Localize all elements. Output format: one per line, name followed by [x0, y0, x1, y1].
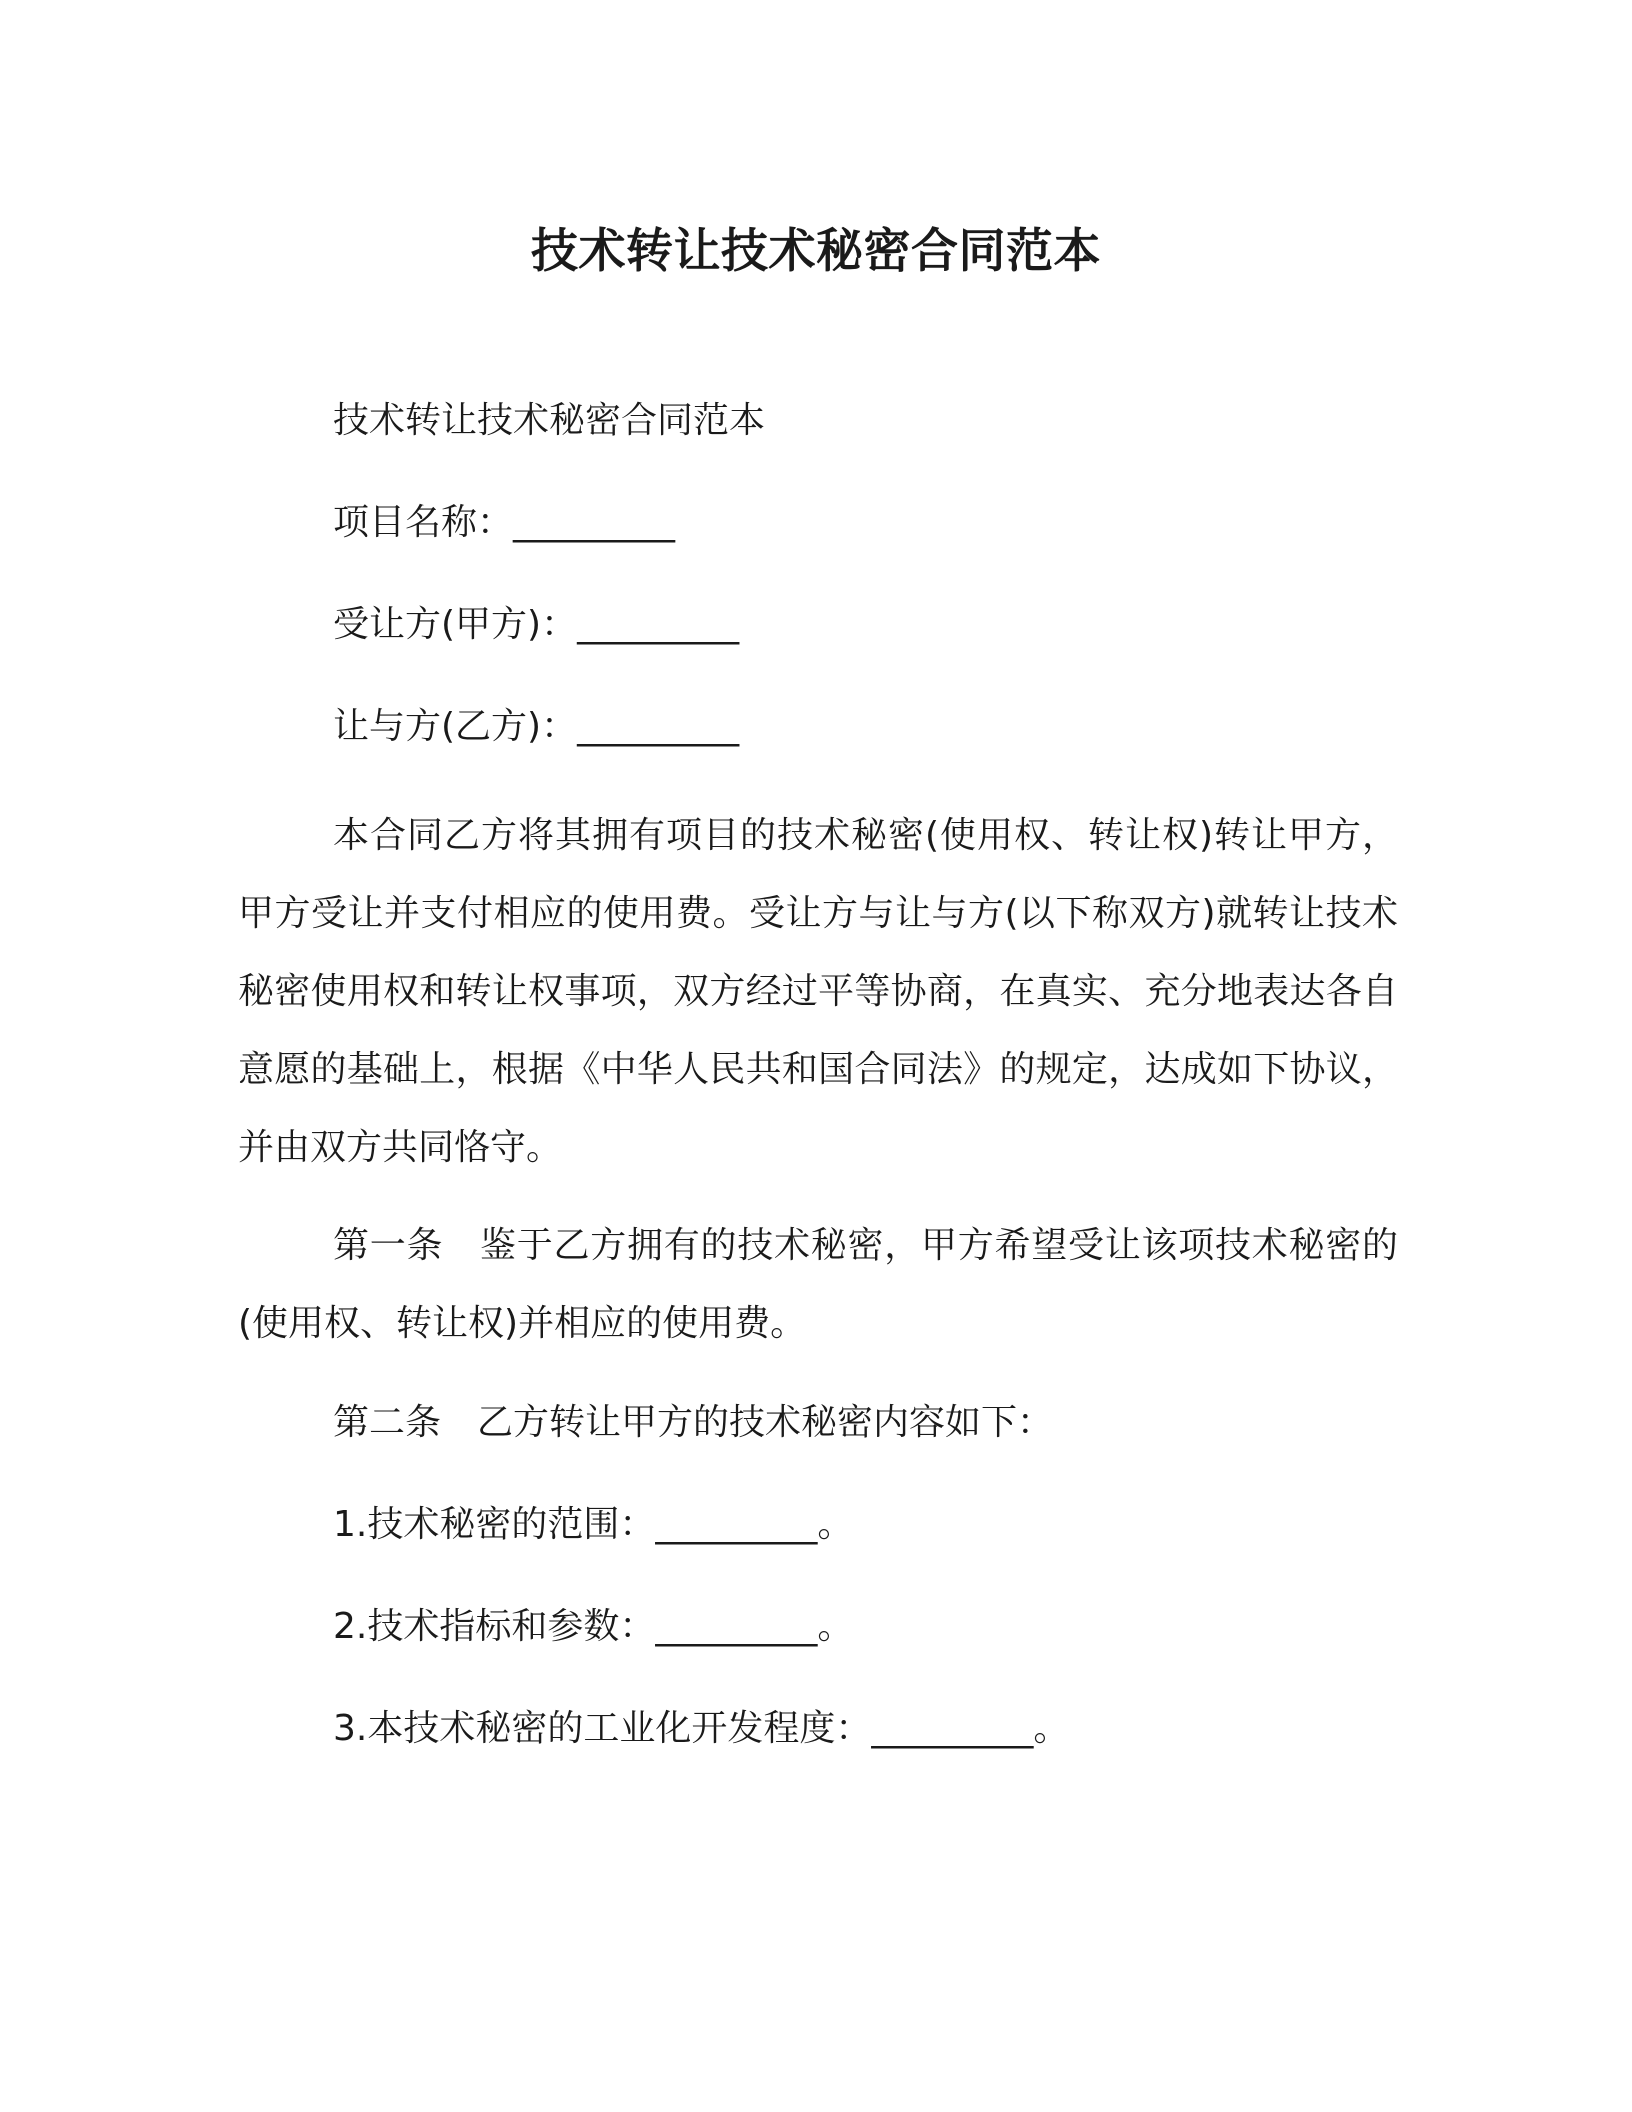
- project-name-field: 项目名称：_________: [333, 502, 676, 543]
- document-title: 技术转让技术秘密合同范本: [531, 224, 1101, 279]
- transferor-field: 让与方(乙方)：_________: [333, 706, 740, 747]
- transferee-field: 受让方(甲方)：_________: [333, 604, 740, 645]
- item-2: 2.技术指标和参数：_________。: [333, 1606, 854, 1647]
- item-3: 3.本技术秘密的工业化开发程度：_________。: [333, 1708, 1070, 1749]
- article-2-paragraph: 第二条 乙方转让甲方的技术秘密内容如下：: [333, 1402, 1054, 1443]
- preamble-paragraph: 本合同乙方将其拥有项目的技术秘密(使用权、转让权)转让甲方，甲方受让并支付相应的使用费。受让方与让与方(以下称双方)就转让技术秘密使用权和转让权事项，双方经过平等协商，在真实、充分地表达各自意愿的基础上，根据《中华人民共和国合同法》的规定，达成如下协议，并由双方共同恪守。: [238, 815, 1398, 1168]
- item-1: 1.技术秘密的范围：_________。: [333, 1504, 854, 1545]
- document-subtitle: 技术转让技术秘密合同范本: [333, 400, 766, 441]
- article-1-paragraph: 第一条 鉴于乙方拥有的技术秘密，甲方希望受让该项技术秘密的(使用权、转让权)并相应的使用费。: [238, 1225, 1398, 1344]
